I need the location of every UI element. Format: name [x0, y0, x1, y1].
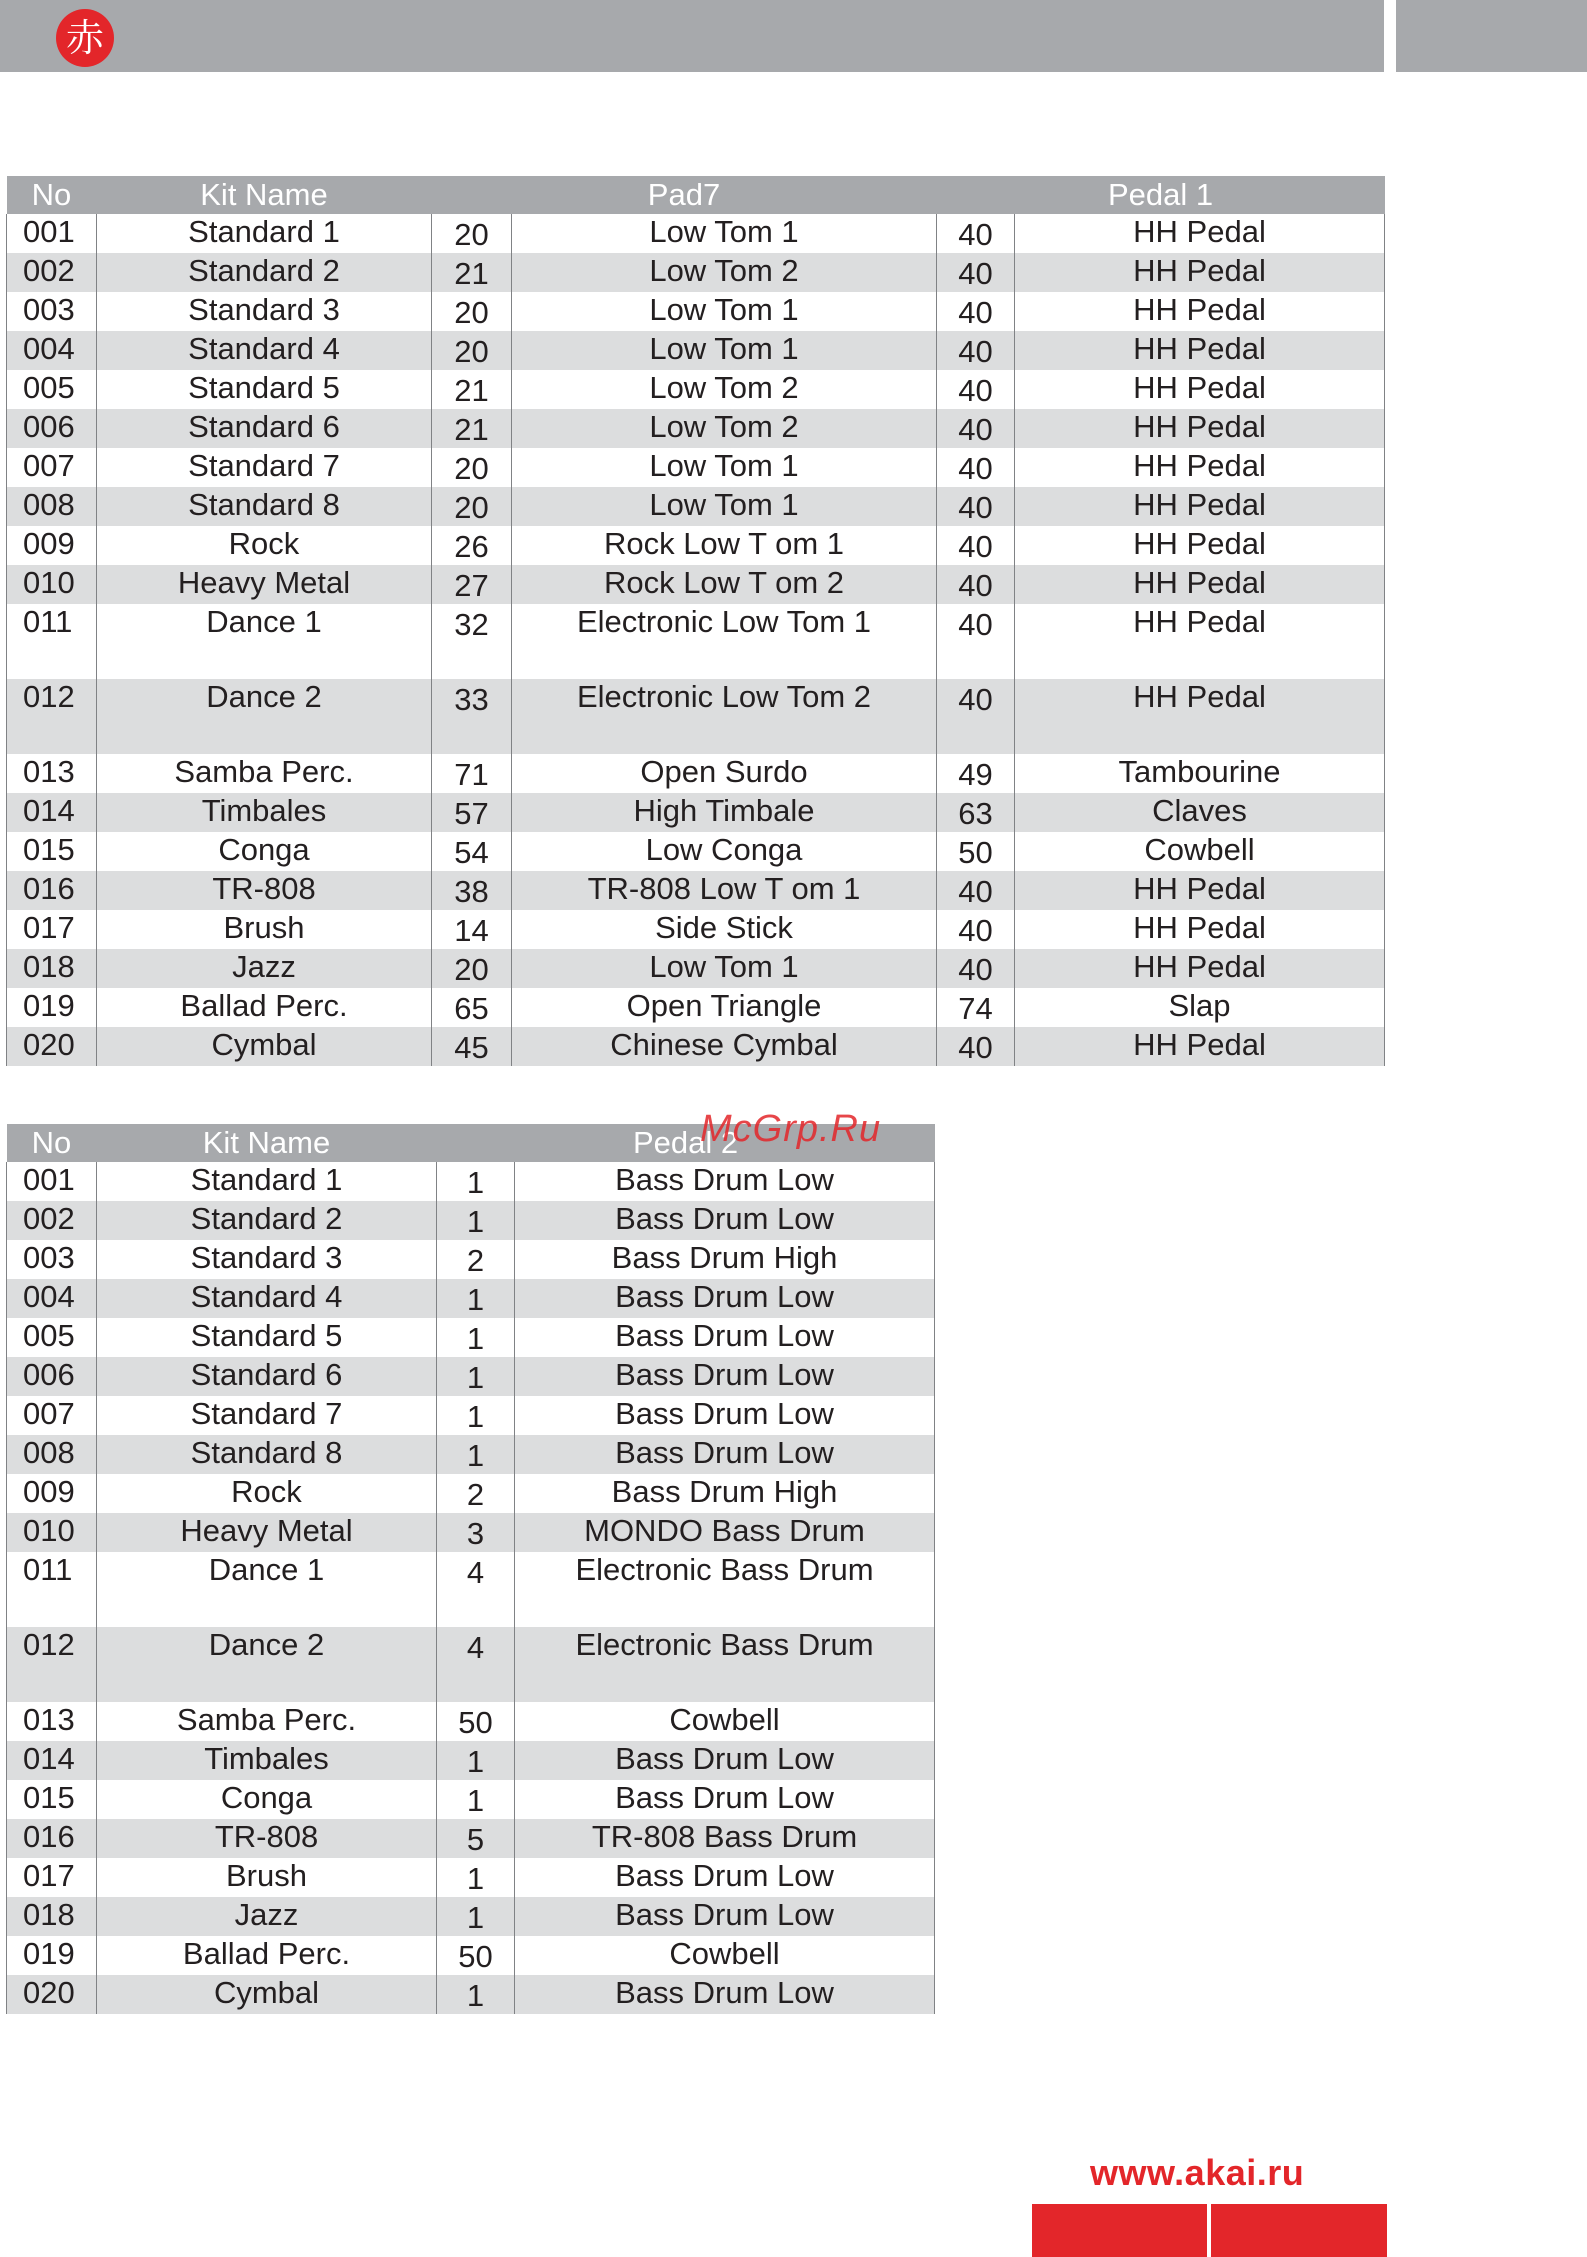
cell-pad-name: Low Conga	[512, 832, 937, 871]
cell-pedal-name: HH Pedal	[1015, 679, 1385, 754]
cell-pad-num: 21	[432, 409, 512, 448]
cell-pad-num: 65	[432, 988, 512, 1027]
cell-kit: Cymbal	[97, 1027, 432, 1066]
cell-no: 009	[7, 1474, 97, 1513]
cell-pedal-name: HH Pedal	[1015, 292, 1385, 331]
table-row	[7, 331, 1385, 370]
cell-no: 003	[7, 1240, 97, 1279]
cell-kit: Dance 2	[97, 1627, 437, 1702]
header-pedal1: Pedal 1	[937, 176, 1385, 214]
cell-pedal-num: 63	[937, 793, 1015, 832]
cell-kit: Conga	[97, 1780, 437, 1819]
cell-pedal-name: HH Pedal	[1015, 871, 1385, 910]
table-row	[7, 292, 1385, 331]
cell-kit: Brush	[97, 1858, 437, 1897]
cell-pedal-num: 40	[937, 526, 1015, 565]
cell-kit: Conga	[97, 832, 432, 871]
cell-pedal-num: 2	[437, 1474, 515, 1513]
cell-kit: Brush	[97, 910, 432, 949]
table-row	[7, 565, 1385, 604]
cell-pedal-num: 40	[937, 370, 1015, 409]
cell-pedal-num: 1	[437, 1858, 515, 1897]
header-kit-name: Kit Name	[97, 176, 432, 214]
cell-pedal-name: HH Pedal	[1015, 910, 1385, 949]
cell-pedal-num: 40	[937, 292, 1015, 331]
table-row	[7, 370, 1385, 409]
cell-pad-num: 20	[432, 292, 512, 331]
cell-kit: Standard 3	[97, 1240, 437, 1279]
header-kit-name: Kit Name	[97, 1124, 437, 1162]
cell-pedal-name: Bass Drum Low	[515, 1162, 935, 1201]
table-row	[7, 1357, 935, 1396]
cell-pad-name: Low Tom 2	[512, 370, 937, 409]
cell-no: 006	[7, 1357, 97, 1396]
drum-kit-table-pad7-pedal1	[6, 176, 1385, 1066]
cell-pedal-name: HH Pedal	[1015, 331, 1385, 370]
cell-pad-name: Low Tom 1	[512, 214, 937, 253]
cell-pedal-name: Bass Drum Low	[515, 1780, 935, 1819]
cell-kit: Timbales	[97, 793, 432, 832]
cell-pedal-num: 1	[437, 1162, 515, 1201]
cell-no: 015	[7, 832, 97, 871]
cell-pedal-num: 1	[437, 1279, 515, 1318]
table-row	[7, 910, 1385, 949]
cell-pad-num: 20	[432, 949, 512, 988]
cell-pedal-name: HH Pedal	[1015, 565, 1385, 604]
table-row	[7, 1780, 935, 1819]
cell-pedal-name: HH Pedal	[1015, 370, 1385, 409]
cell-no: 016	[7, 1819, 97, 1858]
cell-pedal-name: Bass Drum Low	[515, 1279, 935, 1318]
cell-no: 010	[7, 1513, 97, 1552]
cell-pedal-num: 1	[437, 1435, 515, 1474]
cell-pedal-num: 40	[937, 949, 1015, 988]
table-row	[7, 1627, 935, 1702]
footer-website-link[interactable]: www.akai.ru	[1090, 2152, 1305, 2193]
cell-pad-num: 21	[432, 370, 512, 409]
cell-pedal-num: 74	[937, 988, 1015, 1027]
cell-pad-name: Electronic Low Tom 1	[512, 604, 937, 679]
cell-no: 014	[7, 1741, 97, 1780]
cell-no: 020	[7, 1027, 97, 1066]
cell-kit: Jazz	[97, 1897, 437, 1936]
cell-pad-name: TR-808 Low T om 1	[512, 871, 937, 910]
cell-pedal-name: HH Pedal	[1015, 253, 1385, 292]
drum-kit-table-pedal2	[6, 1124, 935, 2014]
cell-kit: Standard 5	[97, 370, 432, 409]
cell-kit: Cymbal	[97, 1975, 437, 2014]
cell-pad-name: Low Tom 1	[512, 292, 937, 331]
cell-kit: Dance 1	[97, 1552, 437, 1627]
table-row	[7, 1201, 935, 1240]
header-no: No	[7, 1124, 97, 1162]
cell-pedal-num: 40	[937, 331, 1015, 370]
table-row	[7, 1162, 935, 1201]
cell-pedal-num: 1	[437, 1975, 515, 2014]
cell-pad-name: Low Tom 1	[512, 949, 937, 988]
cell-pad-num: 54	[432, 832, 512, 871]
cell-no: 016	[7, 871, 97, 910]
cell-no: 012	[7, 679, 97, 754]
cell-pedal-num: 40	[937, 1027, 1015, 1066]
cell-pedal-name: Electronic Bass Drum	[515, 1627, 935, 1702]
cell-no: 001	[7, 214, 97, 253]
cell-no: 002	[7, 1201, 97, 1240]
cell-pedal-name: Bass Drum Low	[515, 1435, 935, 1474]
cell-pedal-num: 50	[437, 1702, 515, 1741]
cell-no: 017	[7, 1858, 97, 1897]
cell-kit: Standard 1	[97, 214, 432, 253]
cell-pedal-name: Bass Drum Low	[515, 1897, 935, 1936]
table-row	[7, 1741, 935, 1780]
cell-kit: Ballad Perc.	[97, 1936, 437, 1975]
cell-pad-name: Low Tom 1	[512, 448, 937, 487]
cell-no: 008	[7, 487, 97, 526]
footer-red-block-right	[1211, 2204, 1387, 2257]
cell-pedal-name: Bass Drum Low	[515, 1858, 935, 1897]
cell-pedal-name: MONDO Bass Drum	[515, 1513, 935, 1552]
cell-pedal-name: HH Pedal	[1015, 949, 1385, 988]
table-row	[7, 754, 1385, 793]
cell-kit: Standard 8	[97, 487, 432, 526]
cell-no: 018	[7, 1897, 97, 1936]
cell-pedal-name: Bass Drum Low	[515, 1318, 935, 1357]
top-header-bar	[0, 0, 1384, 72]
table-row	[7, 1819, 935, 1858]
cell-kit: Standard 2	[97, 1201, 437, 1240]
table-row	[7, 679, 1385, 754]
table-row	[7, 487, 1385, 526]
table-row	[7, 1435, 935, 1474]
cell-no: 019	[7, 1936, 97, 1975]
cell-kit: Timbales	[97, 1741, 437, 1780]
cell-kit: Samba Perc.	[97, 1702, 437, 1741]
cell-pedal-num: 40	[937, 214, 1015, 253]
cell-no: 001	[7, 1162, 97, 1201]
cell-pedal-num: 1	[437, 1897, 515, 1936]
cell-kit: Standard 5	[97, 1318, 437, 1357]
header-pedal2: Pedal 2	[437, 1124, 935, 1162]
cell-kit: Dance 2	[97, 679, 432, 754]
table-row	[7, 1279, 935, 1318]
cell-pad-name: Open Surdo	[512, 754, 937, 793]
cell-no: 004	[7, 1279, 97, 1318]
cell-pad-num: 21	[432, 253, 512, 292]
cell-pedal-num: 40	[937, 565, 1015, 604]
table-row	[7, 1897, 935, 1936]
cell-pedal-num: 1	[437, 1741, 515, 1780]
cell-pedal-num: 40	[937, 871, 1015, 910]
cell-pedal-name: Bass Drum Low	[515, 1201, 935, 1240]
cell-kit: Standard 6	[97, 1357, 437, 1396]
cell-pedal-name: Claves	[1015, 793, 1385, 832]
cell-pedal-num: 40	[937, 910, 1015, 949]
cell-pedal-num: 1	[437, 1357, 515, 1396]
table-row	[7, 214, 1385, 253]
cell-no: 003	[7, 292, 97, 331]
cell-pedal-num: 1	[437, 1318, 515, 1357]
cell-pedal-name: Cowbell	[515, 1936, 935, 1975]
table-row	[7, 526, 1385, 565]
cell-no: 005	[7, 370, 97, 409]
cell-pedal-name: Bass Drum High	[515, 1474, 935, 1513]
cell-pad-num: 45	[432, 1027, 512, 1066]
cell-pad-name: Rock Low T om 2	[512, 565, 937, 604]
cell-pad-num: 32	[432, 604, 512, 679]
cell-kit: TR-808	[97, 1819, 437, 1858]
cell-pedal-num: 4	[437, 1627, 515, 1702]
cell-pad-name: Side Stick	[512, 910, 937, 949]
cell-pedal-name: Bass Drum Low	[515, 1975, 935, 2014]
cell-kit: Standard 4	[97, 1279, 437, 1318]
cell-no: 011	[7, 604, 97, 679]
table-row	[7, 1513, 935, 1552]
cell-kit: TR-808	[97, 871, 432, 910]
cell-pedal-name: Electronic Bass Drum	[515, 1552, 935, 1627]
cell-pad-name: Low Tom 1	[512, 331, 937, 370]
cell-kit: Samba Perc.	[97, 754, 432, 793]
cell-pedal-name: Cowbell	[515, 1702, 935, 1741]
header-pad7: Pad7	[432, 176, 937, 214]
cell-pedal-name: Slap	[1015, 988, 1385, 1027]
cell-pad-num: 71	[432, 754, 512, 793]
cell-pedal-name: Bass Drum Low	[515, 1741, 935, 1780]
table-row	[7, 832, 1385, 871]
cell-no: 009	[7, 526, 97, 565]
table-row	[7, 253, 1385, 292]
cell-pedal-num: 1	[437, 1201, 515, 1240]
cell-kit: Standard 4	[97, 331, 432, 370]
table-row	[7, 1027, 1385, 1066]
cell-pad-name: Rock Low T om 1	[512, 526, 937, 565]
cell-kit: Heavy Metal	[97, 565, 432, 604]
cell-pedal-num: 3	[437, 1513, 515, 1552]
cell-pad-num: 27	[432, 565, 512, 604]
footer-red-block-left	[1032, 2204, 1207, 2257]
cell-no: 010	[7, 565, 97, 604]
table-row	[7, 1702, 935, 1741]
table-row	[7, 1858, 935, 1897]
cell-pad-num: 20	[432, 214, 512, 253]
cell-pad-num: 20	[432, 448, 512, 487]
table-header-row	[7, 176, 1385, 214]
cell-kit: Standard 7	[97, 448, 432, 487]
cell-pedal-num: 1	[437, 1780, 515, 1819]
table-row	[7, 1474, 935, 1513]
table-row	[7, 871, 1385, 910]
cell-no: 013	[7, 754, 97, 793]
cell-pedal-name: HH Pedal	[1015, 214, 1385, 253]
cell-pedal-num: 40	[937, 679, 1015, 754]
cell-pedal-num: 40	[937, 409, 1015, 448]
cell-no: 004	[7, 331, 97, 370]
cell-pedal-num: 50	[937, 832, 1015, 871]
cell-kit: Heavy Metal	[97, 1513, 437, 1552]
cell-pad-num: 33	[432, 679, 512, 754]
cell-pad-name: Chinese Cymbal	[512, 1027, 937, 1066]
cell-pedal-num: 40	[937, 448, 1015, 487]
cell-no: 007	[7, 1396, 97, 1435]
cell-pedal-num: 1	[437, 1396, 515, 1435]
cell-no: 014	[7, 793, 97, 832]
cell-kit: Standard 8	[97, 1435, 437, 1474]
cell-pad-name: Low Tom 2	[512, 253, 937, 292]
cell-pedal-name: Tambourine	[1015, 754, 1385, 793]
cell-pedal-num: 5	[437, 1819, 515, 1858]
cell-no: 020	[7, 1975, 97, 2014]
table-row	[7, 604, 1385, 679]
cell-pedal-num: 40	[937, 253, 1015, 292]
cell-pedal-name: Bass Drum Low	[515, 1357, 935, 1396]
table-row	[7, 1975, 935, 2014]
cell-pedal-num: 2	[437, 1240, 515, 1279]
cell-kit: Jazz	[97, 949, 432, 988]
cell-no: 017	[7, 910, 97, 949]
cell-kit: Standard 3	[97, 292, 432, 331]
table-row	[7, 409, 1385, 448]
cell-pad-num: 20	[432, 331, 512, 370]
cell-pad-name: Low Tom 1	[512, 487, 937, 526]
cell-pedal-num: 40	[937, 487, 1015, 526]
table-row	[7, 949, 1385, 988]
table-row	[7, 793, 1385, 832]
cell-no: 002	[7, 253, 97, 292]
cell-pedal-num: 40	[937, 604, 1015, 679]
top-header-bar-right	[1396, 0, 1587, 72]
cell-kit: Rock	[97, 1474, 437, 1513]
cell-pedal-name: HH Pedal	[1015, 448, 1385, 487]
cell-pad-num: 26	[432, 526, 512, 565]
cell-no: 007	[7, 448, 97, 487]
cell-no: 006	[7, 409, 97, 448]
brand-logo-icon: 赤	[56, 9, 114, 67]
cell-kit: Standard 1	[97, 1162, 437, 1201]
table-row	[7, 1396, 935, 1435]
cell-pedal-num: 49	[937, 754, 1015, 793]
cell-no: 015	[7, 1780, 97, 1819]
cell-pad-num: 14	[432, 910, 512, 949]
header-no: No	[7, 176, 97, 214]
cell-pedal-num: 4	[437, 1552, 515, 1627]
cell-pad-name: Electronic Low Tom 2	[512, 679, 937, 754]
cell-pad-name: Low Tom 2	[512, 409, 937, 448]
cell-no: 012	[7, 1627, 97, 1702]
table-row	[7, 1240, 935, 1279]
cell-pedal-name: TR-808 Bass Drum	[515, 1819, 935, 1858]
cell-pad-num: 20	[432, 487, 512, 526]
cell-no: 013	[7, 1702, 97, 1741]
table-row	[7, 1318, 935, 1357]
table-row	[7, 988, 1385, 1027]
cell-no: 008	[7, 1435, 97, 1474]
cell-pedal-name: HH Pedal	[1015, 526, 1385, 565]
cell-pedal-name: Bass Drum Low	[515, 1396, 935, 1435]
cell-kit: Standard 6	[97, 409, 432, 448]
cell-pad-name: High Timbale	[512, 793, 937, 832]
cell-no: 018	[7, 949, 97, 988]
cell-pedal-name: Cowbell	[1015, 832, 1385, 871]
cell-kit: Ballad Perc.	[97, 988, 432, 1027]
cell-no: 005	[7, 1318, 97, 1357]
cell-pedal-name: HH Pedal	[1015, 1027, 1385, 1066]
watermark-text: McGrp.Ru	[700, 1108, 882, 1150]
cell-no: 011	[7, 1552, 97, 1627]
table-row	[7, 448, 1385, 487]
cell-pedal-name: HH Pedal	[1015, 409, 1385, 448]
cell-pedal-name: HH Pedal	[1015, 487, 1385, 526]
cell-pedal-num: 50	[437, 1936, 515, 1975]
table-row	[7, 1936, 935, 1975]
cell-pad-name: Open Triangle	[512, 988, 937, 1027]
cell-pad-num: 57	[432, 793, 512, 832]
cell-pedal-name: Bass Drum High	[515, 1240, 935, 1279]
cell-no: 019	[7, 988, 97, 1027]
cell-pedal-name: HH Pedal	[1015, 604, 1385, 679]
cell-kit: Standard 7	[97, 1396, 437, 1435]
cell-kit: Standard 2	[97, 253, 432, 292]
cell-kit: Rock	[97, 526, 432, 565]
cell-pad-num: 38	[432, 871, 512, 910]
cell-kit: Dance 1	[97, 604, 432, 679]
table-row	[7, 1552, 935, 1627]
